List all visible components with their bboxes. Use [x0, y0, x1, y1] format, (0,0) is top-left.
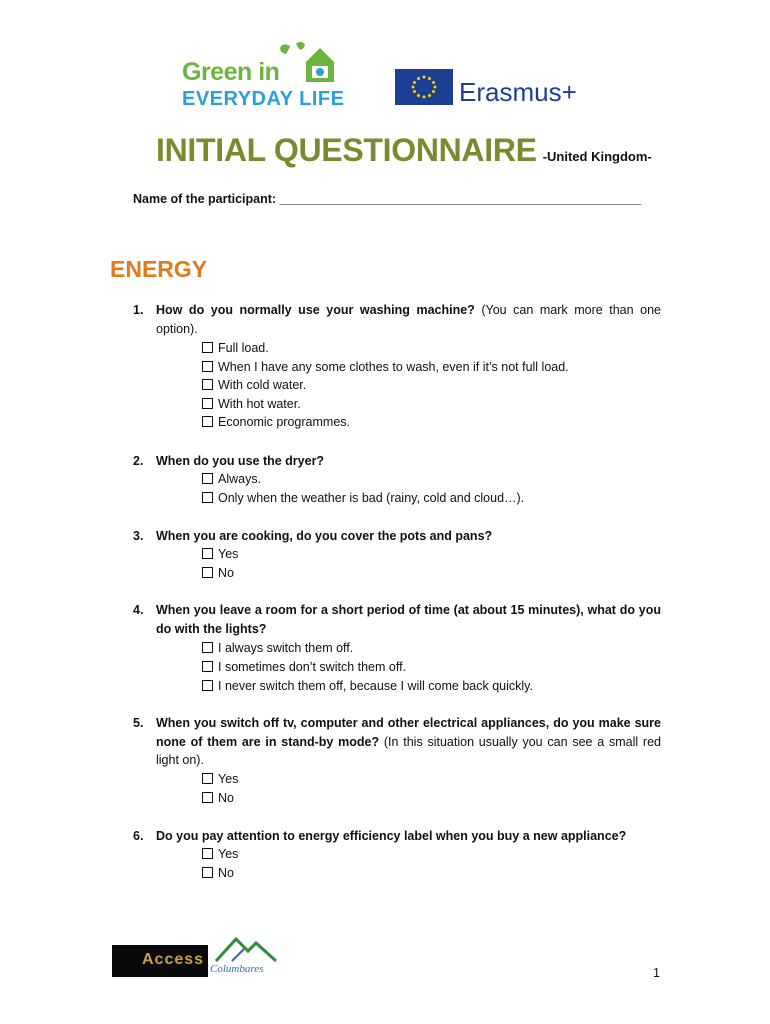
house-leaf-icon — [276, 40, 346, 86]
logo-green-line1: Green in — [182, 58, 280, 86]
option-label: Yes — [218, 547, 239, 561]
question-number: 3. — [133, 529, 144, 543]
question-text: Do you pay attention to energy efficiency label when you buy a new appliance? — [156, 829, 627, 843]
checkbox-icon[interactable] — [202, 379, 213, 390]
page-number: 1 — [653, 966, 660, 980]
checkbox-icon[interactable] — [202, 492, 213, 503]
option-checkbox[interactable] — [202, 545, 238, 564]
question-number: 4. — [133, 603, 144, 617]
question-2 — [133, 452, 661, 471]
question-note: (You can mark more than one option). — [156, 303, 661, 336]
option-checkbox[interactable] — [202, 376, 306, 395]
checkbox-icon[interactable] — [202, 867, 213, 878]
checkbox-icon[interactable] — [202, 773, 213, 784]
question-5 — [133, 714, 661, 770]
question-text: When you are cooking, do you cover the pots and pans? — [156, 529, 493, 543]
question-number: 6. — [133, 829, 144, 843]
question-number: 1. — [133, 303, 144, 317]
access-logo-text: Access — [142, 951, 205, 968]
checkbox-icon[interactable] — [202, 548, 213, 559]
access-logo — [112, 945, 208, 977]
question-6 — [133, 827, 661, 846]
option-checkbox[interactable] — [202, 413, 350, 432]
checkbox-icon[interactable] — [202, 361, 213, 372]
option-checkbox[interactable] — [202, 470, 261, 489]
option-label: Economic programmes. — [218, 415, 350, 429]
option-label: Yes — [218, 772, 239, 786]
option-label: I never switch them off, because I will come back quickly. — [218, 679, 533, 693]
checkbox-icon[interactable] — [202, 792, 213, 803]
option-label: No — [218, 866, 234, 880]
checkbox-icon[interactable] — [202, 473, 213, 484]
eu-flag-icon — [395, 69, 453, 105]
option-label: I always switch them off. — [218, 641, 354, 655]
question-3 — [133, 527, 661, 546]
question-text: When you leave a room for a short period of time (at about 15 minutes), what do you do with the lights? — [156, 603, 661, 636]
question-text: How do you normally use your washing machine? — [156, 303, 475, 317]
option-label: I sometimes don’t switch them off. — [218, 660, 407, 674]
option-checkbox[interactable] — [202, 564, 234, 583]
option-checkbox[interactable] — [202, 845, 238, 864]
green-in-everyday-life-logo — [178, 40, 358, 112]
option-checkbox[interactable] — [202, 639, 353, 658]
option-label: Always. — [218, 472, 262, 486]
question-note: (In this situation usually you can see a small red light on). — [156, 734, 662, 767]
option-checkbox[interactable] — [202, 658, 406, 677]
option-label: Only when the weather is bad (rainy, cold and cloud…). — [218, 491, 525, 505]
question-number: 5. — [133, 716, 144, 730]
checkbox-icon[interactable] — [202, 680, 213, 691]
checkbox-icon[interactable] — [202, 661, 213, 672]
option-label: Yes — [218, 847, 239, 861]
option-label: Full load. — [218, 341, 269, 355]
participant-name-field[interactable]: Name of the participant: ____________________________________________________ — [133, 192, 642, 206]
title-country: -United Kingdom- — [542, 149, 652, 164]
option-checkbox[interactable] — [202, 358, 569, 377]
checkbox-icon[interactable] — [202, 642, 213, 653]
option-checkbox[interactable] — [202, 677, 533, 696]
option-label: With cold water. — [218, 378, 307, 392]
option-checkbox[interactable] — [202, 789, 234, 808]
question-text: When you switch off tv, computer and other electrical appliances, do you make sure none of them are in stand-by mode? — [156, 716, 661, 749]
section-heading-energy: ENERGY — [110, 256, 208, 282]
option-label: No — [218, 791, 234, 805]
columbares-logo — [208, 935, 280, 979]
title-main: INITIAL QUESTIONNAIRE — [156, 132, 537, 168]
page-title — [156, 132, 652, 169]
option-checkbox[interactable] — [202, 864, 234, 883]
erasmus-plus-logo: Erasmus+ — [459, 77, 577, 107]
option-label: With hot water. — [218, 397, 301, 411]
option-checkbox[interactable] — [202, 395, 301, 414]
question-4 — [133, 601, 661, 638]
option-checkbox[interactable] — [202, 339, 269, 358]
checkbox-icon[interactable] — [202, 567, 213, 578]
checkbox-icon[interactable] — [202, 848, 213, 859]
question-1 — [133, 301, 661, 338]
question-text: When do you use the dryer? — [156, 454, 325, 468]
checkbox-icon[interactable] — [202, 342, 213, 353]
option-checkbox[interactable] — [202, 770, 238, 789]
checkbox-icon[interactable] — [202, 416, 213, 427]
option-checkbox[interactable] — [202, 489, 524, 508]
mountain-icon — [214, 935, 278, 963]
question-number: 2. — [133, 454, 144, 468]
checkbox-icon[interactable] — [202, 398, 213, 409]
logo-green-line2: EVERYDAY LIFE — [182, 88, 345, 110]
option-label: When I have any some clothes to wash, even if it’s not full load. — [218, 360, 569, 374]
columbares-logo-text: Columbares — [210, 963, 264, 975]
option-label: No — [218, 566, 234, 580]
